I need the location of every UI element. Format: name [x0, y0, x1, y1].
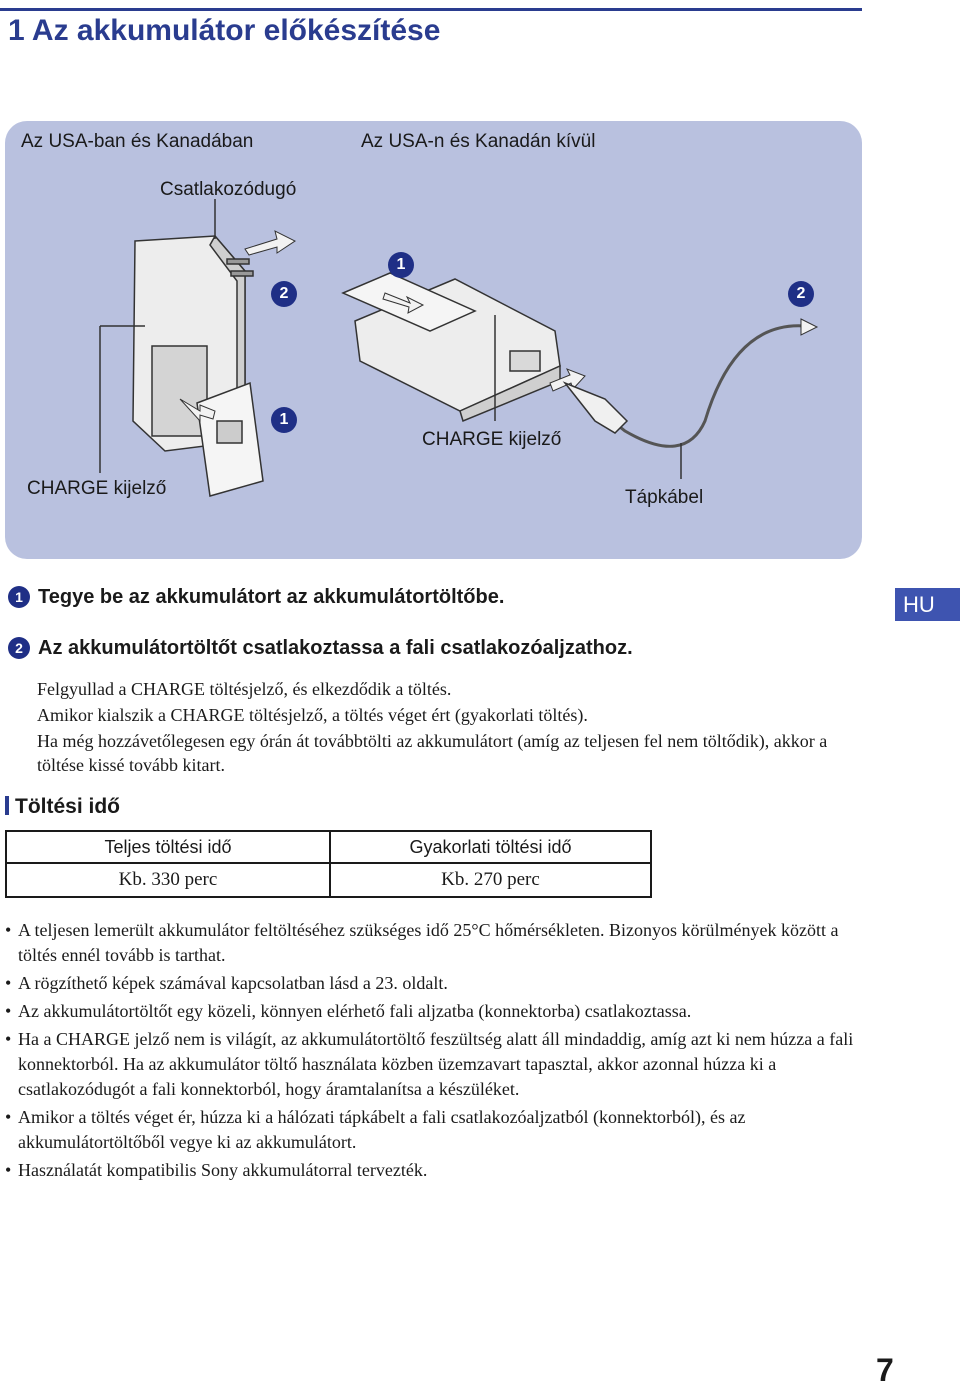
step-badge-1-left: 1	[271, 407, 297, 433]
label-plug: Csatlakozódugó	[160, 179, 297, 200]
description-line-3: Ha még hozzávetőlegesen egy órán át továbbtölti az akkumulátort (amíg az teljesen fel nem töltődik), akkor a töltése kissé tovább kitart.	[37, 731, 828, 775]
label-power-cable: Tápkábel	[625, 487, 704, 508]
us-battery-label	[217, 421, 242, 443]
list-item: • Használatát kompatibilis Sony akkumulátorral tervezték.	[5, 1158, 865, 1183]
list-item: • A teljesen lemerült akkumulátor feltöltéséhez szükséges idő 25°C hőmérsékleten. Bizonyos körülmények között a töltés ennél tovább is tarthat.	[5, 918, 865, 968]
table-header-full: Teljes töltési idő	[6, 831, 330, 863]
step-badge-2-right: 2	[788, 281, 814, 307]
table-row	[6, 863, 651, 897]
title-rule	[0, 8, 862, 11]
notes-list	[5, 918, 865, 1186]
step-badge-1-right: 1	[388, 252, 414, 278]
description-line-2: Amikor kialszik a CHARGE töltésjelző, a töltés véget ért (gyakorlati töltés).	[37, 705, 588, 725]
section-title: Töltési idő	[15, 795, 120, 818]
intl-charger-drawing	[343, 273, 560, 421]
step-2	[8, 637, 633, 660]
list-item: • Az akkumulátortöltőt egy közeli, könnyen elérhető fali aljzatba (konnektorba) csatlakoztassa.	[5, 999, 865, 1024]
page-number: 7	[876, 1352, 894, 1388]
step-1-number: 1	[8, 586, 30, 608]
label-charge-indicator-right: CHARGE kijelző	[422, 429, 562, 450]
us-charger-drawing	[133, 236, 263, 496]
intl-charger-socket	[510, 351, 540, 371]
label-usa-canada: Az USA-ban és Kanadában	[21, 131, 254, 152]
section-heading	[5, 795, 120, 819]
charger-illustration	[5, 121, 862, 559]
list-item: • A rögzíthető képek számával kapcsolatban lásd a 23. oldalt.	[5, 971, 865, 996]
label-charge-indicator-left: CHARGE kijelző	[27, 478, 167, 499]
language-tab: HU	[895, 588, 960, 621]
us-charger-slot	[152, 346, 207, 436]
wall-arrow	[801, 319, 817, 335]
page-title: 1 Az akkumulátor előkészítése	[8, 14, 441, 47]
table-cell-practical: Kb. 270 perc	[330, 863, 651, 897]
plug-prong-1	[227, 259, 249, 264]
table-cell-full: Kb. 330 perc	[6, 863, 330, 897]
step-2-text: Az akkumulátortöltőt csatlakoztassa a fali csatlakozóaljzathoz.	[38, 637, 633, 659]
charging-time-table	[5, 830, 652, 898]
step-badge-2-left: 2	[271, 281, 297, 307]
plug-arrow	[245, 231, 295, 255]
table-header-practical: Gyakorlati töltési idő	[330, 831, 651, 863]
table-header-row	[6, 831, 651, 863]
list-item: • Amikor a töltés véget ér, húzza ki a hálózati tápkábelt a fali csatlakozóaljzatból (konnektorból), és az akkumulátortöltőből vegye ki az akkumulátort.	[5, 1105, 865, 1155]
step-2-number: 2	[8, 637, 30, 659]
cable-plug	[565, 383, 627, 433]
list-item: • Ha a CHARGE jelző nem is világít, az akkumulátortöltő feszültség alatt áll mindaddig, amíg azt ki nem húzza a fali konnektorból. Ha az akkumulátor töltő használata közben üzemzavart tapasztal, akkor azonnal húzza ki a csatlakozódugót a fali konnektorból, hogy áramtalanítsa a készüléket.	[5, 1027, 865, 1102]
step-1	[8, 586, 504, 609]
plug-prong-2	[231, 271, 253, 276]
section-marker	[5, 796, 9, 815]
step-1-text: Tegye be az akkumulátort az akkumulátortöltőbe.	[38, 586, 505, 608]
description-line-1: Felgyullad a CHARGE töltésjelző, és elkezdődik a töltés.	[37, 679, 452, 699]
label-outside-usa: Az USA-n és Kanadán kívül	[361, 131, 596, 152]
